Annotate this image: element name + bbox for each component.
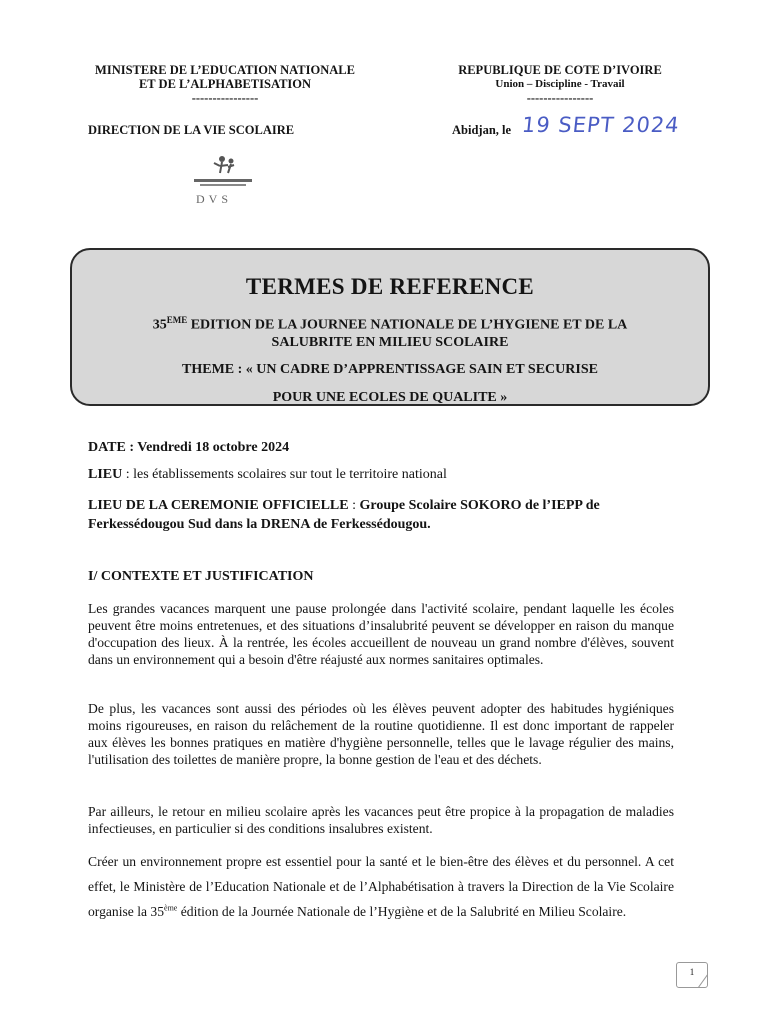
republic-name: REPUBLIQUE DE COTE D’IVOIRE (458, 63, 662, 77)
city-date-label: Abidjan, le (452, 123, 512, 137)
ministry-separator: ---------------- (191, 91, 259, 105)
p4-sup: ème (164, 903, 178, 913)
logo-text: DVS (196, 192, 233, 206)
ministry-line2: ET DE L’ALPHABETISATION (138, 77, 312, 91)
tor-edition-line (72, 312, 708, 334)
paragraph-1: Les grandes vacances marquent une pause prolongée dans l'activité scolaire, pendant laquelle les écoles peuvent être moins entretenues, et des situations d’insalubrité peuvent se développer en raison du manque d'occupation des lieux. À la rentrée, les écoles accueillent de nouveau un grand nombre d'élèves, souvent dans un environnement qui a besoin d'être réajusté aux normes sanitaires optimales. (88, 601, 674, 667)
ministry-line1: MINISTERE DE L’EDUCATION NATIONALE (95, 63, 355, 77)
direction-label: DIRECTION DE LA VIE SCOLAIRE (88, 123, 295, 137)
location-label: LIEU (88, 467, 123, 482)
event-date (88, 440, 289, 456)
paragraph-4 (88, 849, 674, 924)
terms-of-reference-box (70, 248, 710, 406)
paragraph-3: Par ailleurs, le retour en milieu scolaire après les vacances peut être propice à la propagation de maladies infectieuses, en particulier si des conditions insalubres existent. (88, 804, 674, 836)
republic-motto: Union – Discipline - Travail (495, 78, 625, 90)
p4-before: Créer un environnement propre est essentiel pour la santé et le bien-être des élèves et du personnel. A cet effet, le Ministère de l’Education Nationale et de l’Alphabétisation à travers la Direction de la Vie Scolaire organise la 35 (88, 854, 674, 919)
handwritten-date: 19 SEPT 2024 (520, 113, 681, 137)
page-fold-icon (698, 974, 708, 988)
location-value: : les établissements scolaires sur tout le territoire national (122, 467, 447, 482)
section-heading: I/ CONTEXTE ET JUSTIFICATION (88, 569, 314, 584)
event-location (88, 467, 447, 483)
event-date-text: DATE : Vendredi 18 octobre 2024 (88, 440, 290, 455)
edition-sup: EME (166, 315, 188, 325)
republic-header (440, 63, 680, 105)
page-number: 1 (676, 962, 708, 988)
tor-title: TERMES DE REFERENCE (245, 274, 535, 299)
edition-number: 35 (152, 317, 167, 333)
ceremony-separator: : (348, 498, 360, 513)
ministry-header (80, 63, 370, 105)
edition-rest: EDITION DE LA JOURNEE NATIONALE DE L’HYGIENE ET DE LA (187, 317, 628, 333)
tor-theme-line2: POUR UNE ECOLES DE QUALITE » (272, 389, 508, 405)
ceremony-value: Groupe Scolaire SOKORO de l’IEPP de Ferkessédougou Sud dans la DRENA de Ferkessédougou. (88, 498, 600, 532)
ceremony-label: LIEU DE LA CEREMONIE OFFICIELLE (88, 498, 349, 513)
republic-separator: ---------------- (526, 91, 594, 105)
p4-after: édition de la Journée Nationale de l’Hygiène et de la Salubrité en Milieu Scolaire. (177, 904, 627, 919)
ceremony-location (88, 496, 688, 534)
tor-theme-line1: THEME : « UN CADRE D’APPRENTISSAGE SAIN ET SECURISE (182, 361, 598, 377)
paragraph-2: De plus, les vacances sont aussi des périodes où les élèves peuvent adopter des habitudes hygiéniques moins rigoureuses, en raison du relâchement de la routine quotidienne. Il est donc important de rappeler aux élèves les bonnes pratiques en matière d'hygiène personnelle, telles que le lavage régulier des mains, l'utilisation des toilettes de manière propre, la bonne gestion de l'eau et des déchets. (88, 701, 674, 767)
tor-line2: SALUBRITE EN MILIEU SCOLAIRE (271, 334, 509, 350)
